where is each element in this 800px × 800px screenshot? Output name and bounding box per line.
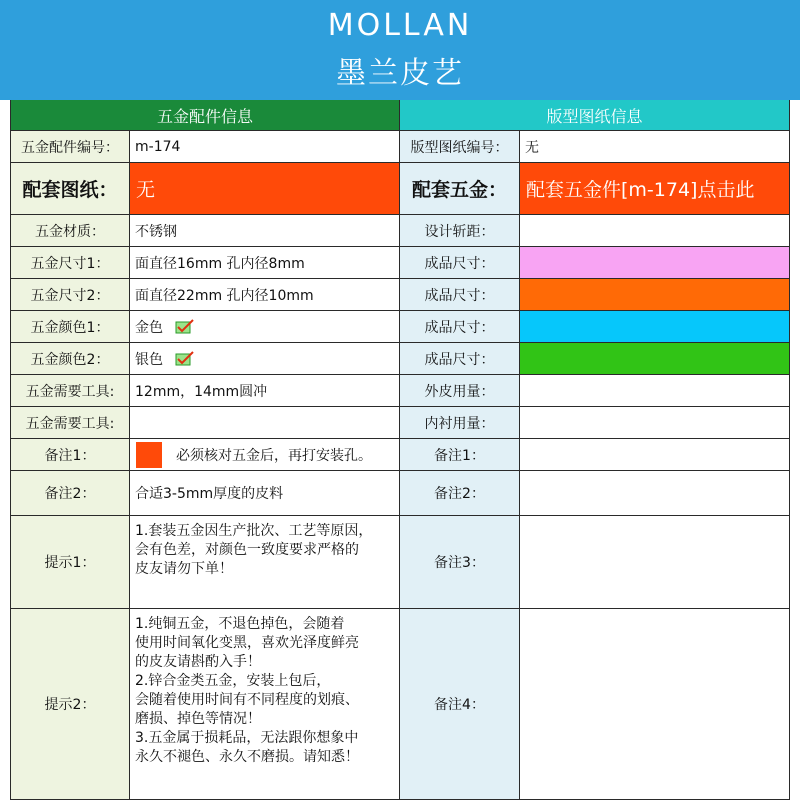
color2-label: 五金颜色2： xyxy=(10,343,130,375)
hardware-code-label: 五金配件编号： xyxy=(10,131,130,163)
product-size-swatch-pink xyxy=(520,247,790,279)
product-size-label-4: 成品尺寸： xyxy=(400,343,520,375)
tools2-value xyxy=(130,407,400,439)
product-size-label-2: 成品尺寸： xyxy=(400,279,520,311)
note4-value xyxy=(520,609,790,800)
seam-label: 设计斩距： xyxy=(400,215,520,247)
matching-drawing-label: 配套图纸： xyxy=(10,163,130,215)
note2b-value xyxy=(520,471,790,516)
product-size-label-3: 成品尺寸： xyxy=(400,311,520,343)
leather-usage-value xyxy=(520,375,790,407)
tip2-label: 提示2： xyxy=(10,609,130,800)
note2b-label: 备注2： xyxy=(400,471,520,516)
tip2-value: 1.纯铜五金，不退色掉色，会随着 使用时间氧化变黑，喜欢光泽度鲜亮 的皮友请斟酌入手！ 2.锌合金类五金，安装上包后， 会随着使用时间有不同程度的划痕、 磨损、掉色等情况！ 3.五金属于损耗品，无法跟你想象中 永久不褪色、永久不磨损。请知悉！ xyxy=(130,609,400,800)
matching-drawing-value: 无 xyxy=(130,163,400,215)
color1-value: 金色 xyxy=(135,319,163,336)
product-size-swatch-orange xyxy=(520,279,790,311)
warning-square-icon xyxy=(136,442,162,468)
note3-value xyxy=(520,516,790,609)
leather-usage-label: 外皮用量： xyxy=(400,375,520,407)
product-size-swatch-cyan xyxy=(520,311,790,343)
product-size-swatch-green xyxy=(520,343,790,375)
brand-logo-en: MOLLAN xyxy=(327,8,473,43)
note1-cell xyxy=(130,439,400,471)
lining-usage-value xyxy=(520,407,790,439)
note1-label: 备注1： xyxy=(10,439,130,471)
tools1-value: 12mm，14mm圆冲 xyxy=(130,375,400,407)
matching-hardware-link[interactable]: 配套五金件[m-174]点击此 xyxy=(520,163,790,215)
size1-label: 五金尺寸1： xyxy=(10,247,130,279)
color1-label: 五金颜色1： xyxy=(10,311,130,343)
color2-cell xyxy=(130,343,400,375)
tools1-label: 五金需要工具: xyxy=(10,375,130,407)
color2-value: 银色 xyxy=(135,351,163,368)
info-table xyxy=(10,100,790,800)
size1-value: 面直径16mm 孔内径8mm xyxy=(130,247,400,279)
note2-label: 备注2： xyxy=(10,471,130,516)
section-pattern: 版型图纸信息 xyxy=(400,100,790,131)
pattern-code-label: 版型图纸编号： xyxy=(400,131,520,163)
seam-value xyxy=(520,215,790,247)
section-hardware: 五金配件信息 xyxy=(10,100,400,131)
matching-hardware-label: 配套五金： xyxy=(400,163,520,215)
check-icon xyxy=(175,351,195,367)
hardware-code-value: m-174 xyxy=(130,131,400,163)
material-value: 不锈钢 xyxy=(130,215,400,247)
size2-value: 面直径22mm 孔内径10mm xyxy=(130,279,400,311)
size2-label: 五金尺寸2： xyxy=(10,279,130,311)
note4-label: 备注4： xyxy=(400,609,520,800)
header-banner xyxy=(0,0,800,100)
tip1-label: 提示1： xyxy=(10,516,130,609)
note1-value: 必须核对五金后，再打安装孔。 xyxy=(176,447,372,464)
note2-value: 合适3-5mm厚度的皮料 xyxy=(130,471,400,516)
product-size-label-1: 成品尺寸： xyxy=(400,247,520,279)
check-icon xyxy=(175,319,195,335)
tip1-value: 1.套装五金因生产批次、工艺等原因， 会有色差，对颜色一致度要求严格的 皮友请勿下单！ xyxy=(130,516,400,609)
note1b-value xyxy=(520,439,790,471)
note1b-label: 备注1： xyxy=(400,439,520,471)
material-label: 五金材质： xyxy=(10,215,130,247)
tools2-label: 五金需要工具: xyxy=(10,407,130,439)
pattern-code-value: 无 xyxy=(520,131,790,163)
color1-cell xyxy=(130,311,400,343)
brand-logo-cn: 墨兰皮艺 xyxy=(336,56,464,91)
note3-label: 备注3： xyxy=(400,516,520,609)
lining-usage-label: 内衬用量： xyxy=(400,407,520,439)
